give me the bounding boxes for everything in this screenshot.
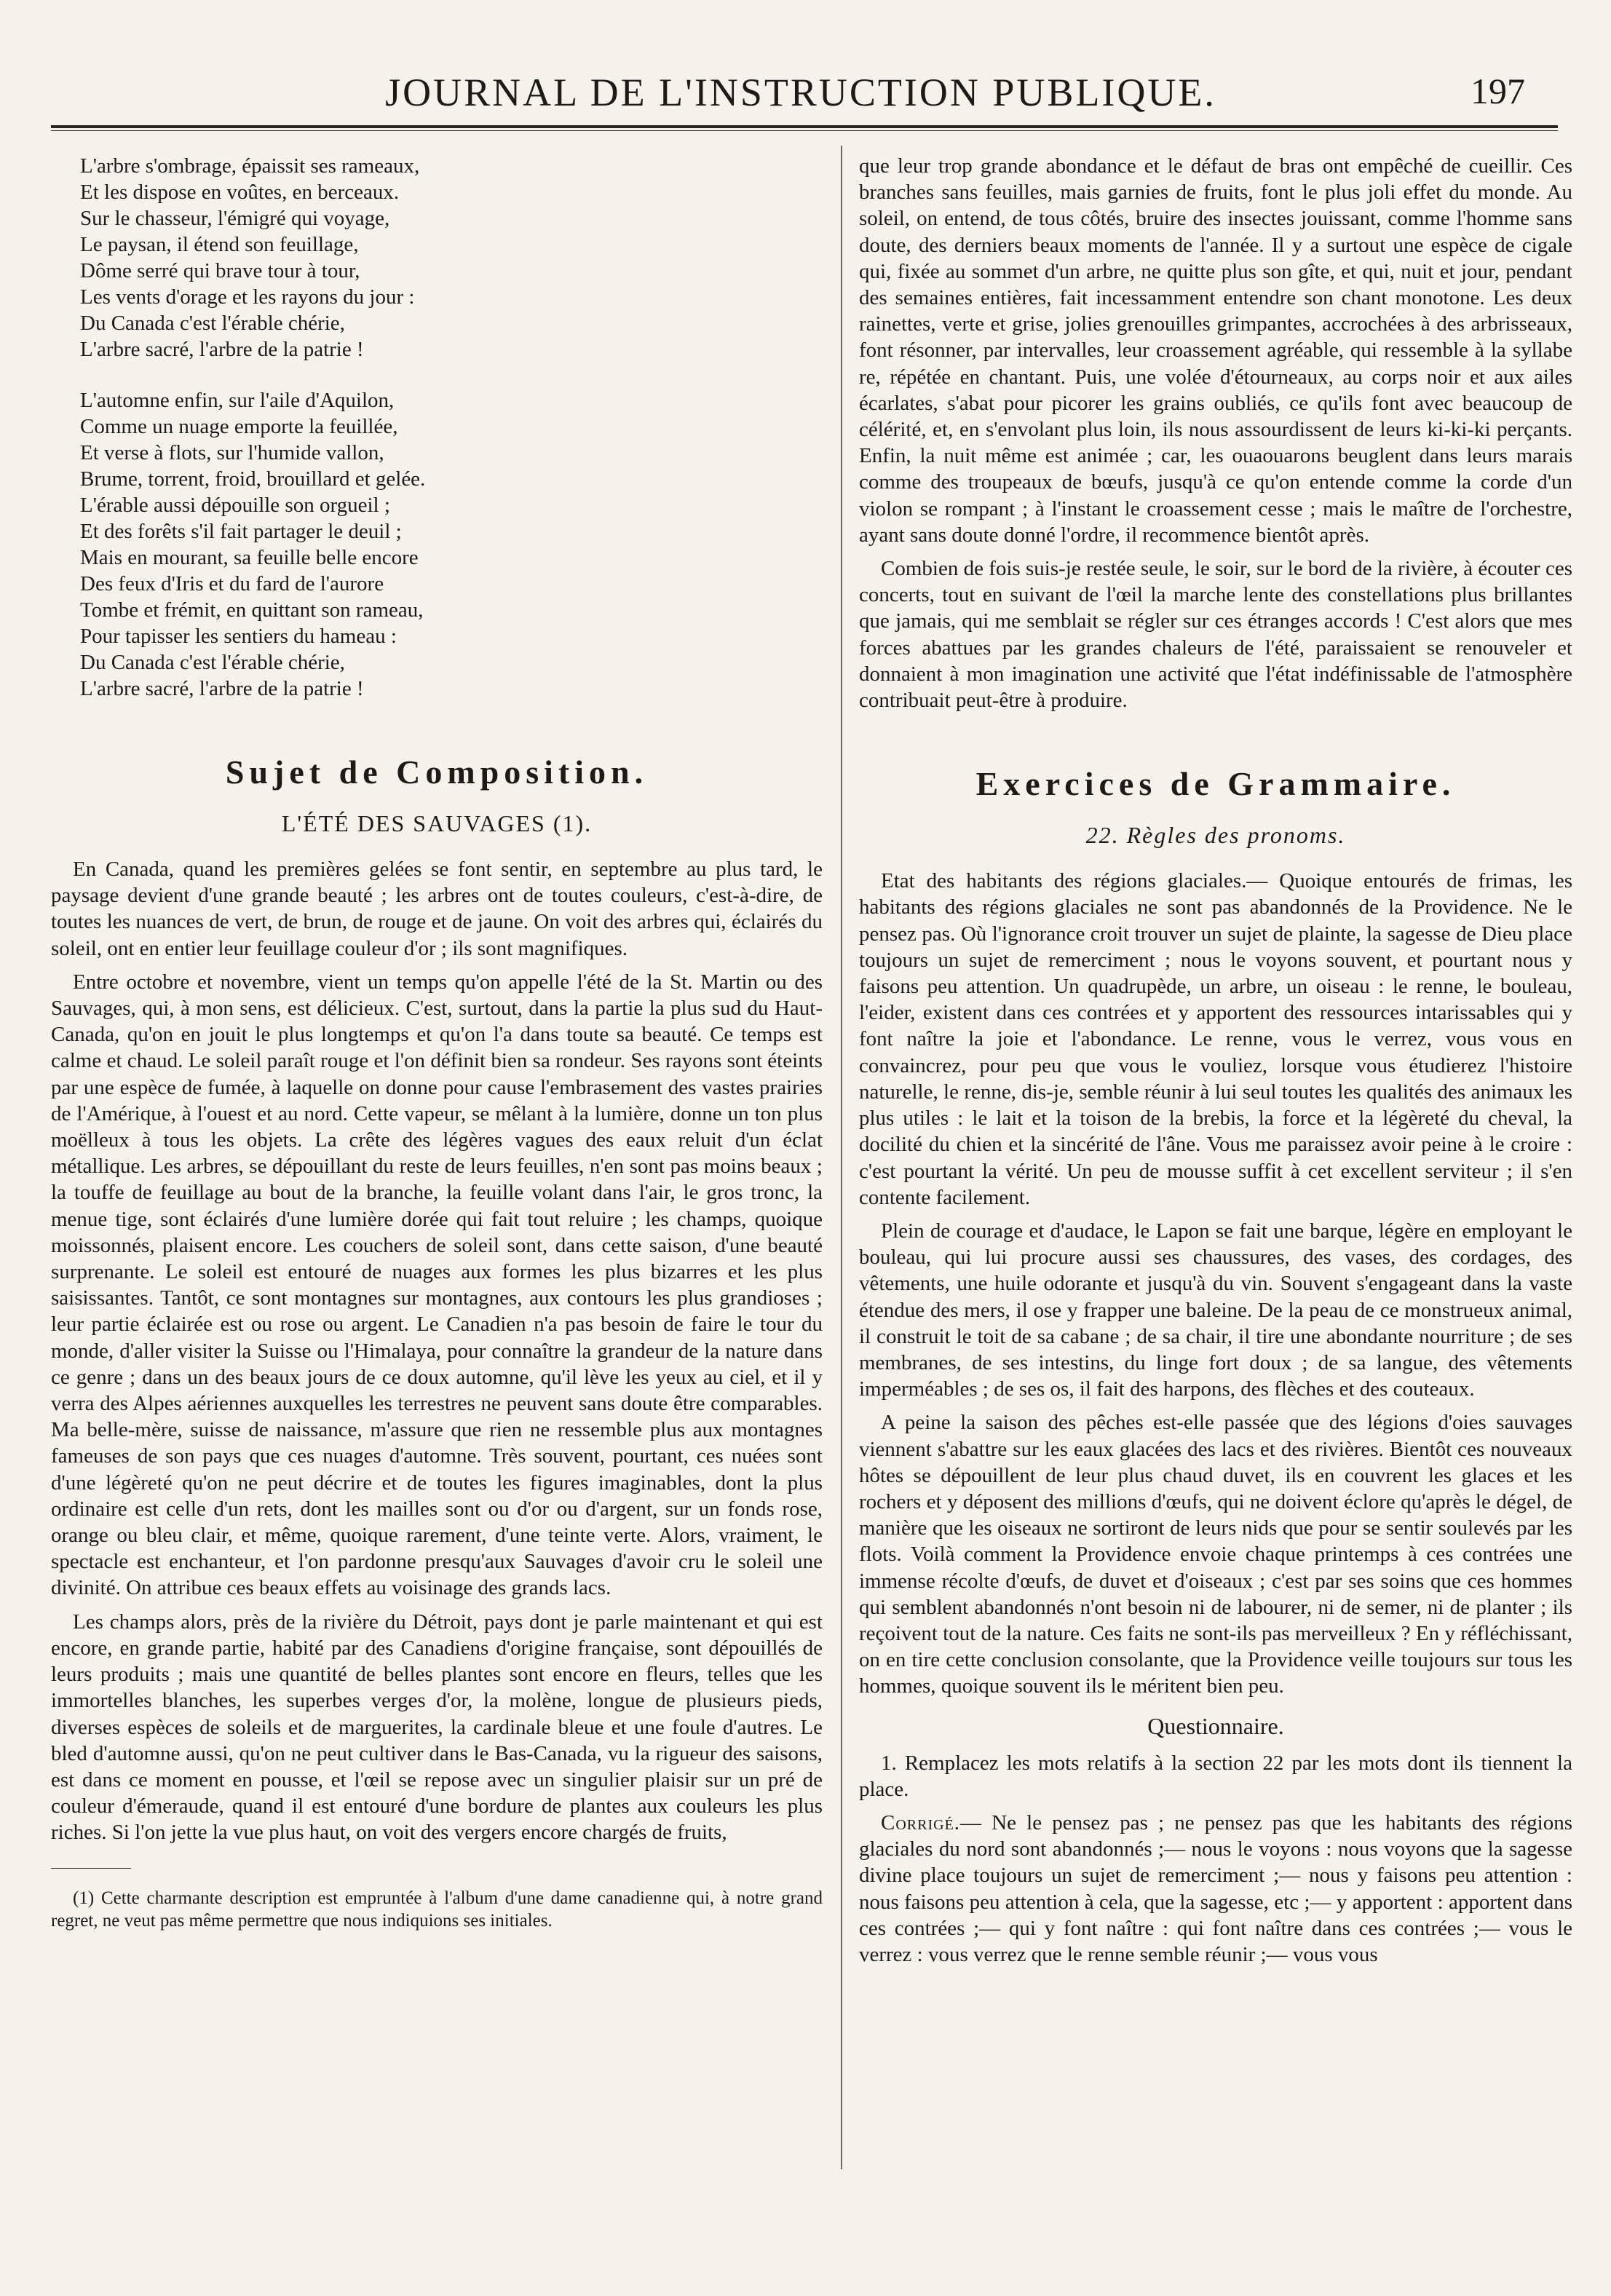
poem-line: Les vents d'orage et les rayons du jour :	[80, 285, 415, 309]
poem-line: Pour tapisser les sentiers du hameau :	[80, 625, 397, 648]
corrige-text: — Ne le pensez pas ; ne pensez pas que les habitants des régions glaciales du nord sont abandonnés ;— nous le voyons : nous voyons que la sagesse divine place toujours un sujet de remerciment ;— nous y faisons peu attention : nous faisons peu attention à cela, que la sagesse, etc ;— y apportent : apportent dans ces contrées ;— qui y font naître : qui font naître dans ces contrées ;— vous le verrez : vous verrez que le renne semble réunir ;— vous vous	[859, 1810, 1572, 1966]
poem-line: L'automne enfin, sur l'aile d'Aquilon,	[80, 389, 395, 412]
paragraph: Plein de courage et d'audace, le Lapon se fait une barque, légère en employant le bouleau, qui lui procure aussi ses chaussures, des vases, des cordages, des vêtements, une huile odorante et jusqu'à du vin. Souvent s'engageant dans la vaste étendue des mers, il ose y frapper une baleine. De la peau de ce monstrueux animal, il construit le toit de sa cabane ; de sa chair, il tire une abondante nourriture ; de ses membranes, de ses intestins, du linge fort doux ; de sa langue, des vêtements imperméables ; de ses os, il fait des harpons, des flèches et des couteaux.	[859, 1219, 1572, 1401]
page-number: 197	[1471, 71, 1525, 111]
footnote: (1) Cette charmante description est empruntée à l'album d'une dame canadienne qui, à notre grand regret, ne veut pas même permettre que nous indiquions ses initiales.	[51, 1888, 823, 1931]
section-heading-composition: Sujet de Composition.	[225, 753, 649, 791]
poem-line: Comme un nuage emporte la feuillée,	[80, 415, 398, 438]
paragraph: En Canada, quand les premières gelées se font sentir, en septembre au plus tard, le paysage devient d'une grande beauté ; les arbres ont de toutes couleurs, c'est-à-dire, de toutes les nuances de vert, de brun, de rouge et de jaune. On voit des arbres qui, éclairés du soleil, ont en entier leur feuillage couleur d'or ; ils sont magnifiques.	[51, 858, 823, 960]
right-column	[859, 153, 1572, 2286]
corrige-paragraph	[859, 1810, 1572, 1968]
poem-stanza	[80, 387, 823, 702]
poem-line: Sur le chasseur, l'émigré qui voyage,	[80, 207, 390, 230]
poem-line: L'arbre sacré, l'arbre de la patrie !	[80, 677, 364, 700]
paragraph: Combien de fois suis-je restée seule, le soir, sur le bord de la rivière, à écouter ces concerts, tout en suivant de l'œil la marche lente des constellations plus brillantes que jamais, qui me semblait se régler sur ces étranges accords ! C'est alors que mes forces abattues par les grandes chaleurs de l'été, paraissaient se renouveler et donnaient à mon imagination une activité que l'état indéfinissable de l'atmosphère contribuait peut-être à produire.	[859, 557, 1572, 713]
poem-line: Du Canada c'est l'érable chérie,	[80, 312, 345, 335]
poem-line: Et des forêts s'il fait partager le deuil ;	[80, 520, 402, 543]
poem-line: Tombe et frémit, en quittant son rameau,	[80, 598, 424, 622]
header-rule	[51, 125, 1558, 131]
poem-line: Dôme serré qui brave tour à tour,	[80, 259, 360, 282]
questionnaire-title: Questionnaire.	[1147, 1712, 1284, 1739]
paragraph: A peine la saison des pêches est-elle passée que des légions d'oies sauvages viennent s'abattre sur les eaux glacées des lacs et des rivières. Bientôt ces nouveaux hôtes se dépouillent de leur plus chaud duvet, ils en couvrent les glaces et les rochers et y déposent des millions d'œufs, qui ne doivent éclore qu'après le dégel, de manière que les oiseaux ne sortiront de leurs nids que pour se sentir soulevés par les flots. Voilà comment la Providence envoie chaque printemps à ces contrées une immense récolte d'œufs, de duvet et d'oiseaux ; c'est par ses soins que ces hommes qui semblent abandonnés n'ont besoin ni de labourer, ni de semer, ni de planter ; ils reçoivent tout de la nature. Ces faits ne sont-ils pas merveilleux ? En y réfléchissant, on en tire cette conclusion consolante, que la Providence veille toujours sur tous les hommes, quoique souvent ils le méritent bien peu.	[859, 1411, 1572, 1698]
section-subheading-ete-des-sauvages: L'ÉTÉ DES SAUVAGES (1).	[281, 810, 593, 836]
paragraph: Les champs alors, près de la rivière du Détroit, pays dont je parle maintenant et qui est encore, en grande partie, habité par des Canadiens d'origine française, sont dépouillés de leurs produits ; mais une quantité de belles plantes sont encore en fleurs, telles que les immortelles blanches, les superbes verges d'or, la molène, longue de plusieurs pieds, diverses espèces de soleils et de marguerites, la cardinale bleue et une foule d'autres. Le bled d'automne aussi, qu'on ne peut cultiver dans le Bas-Canada, vu la rigueur des saisons, est dans ce moment en pousse, et l'œil se repose avec un singulier plaisir sur un pré de couleur d'émeraude, quand il est entouré d'une bordure de plantes aux couleurs les plus riches. Si l'on jette la vue plus haut, on voit des vergers encore chargés de fruits,	[51, 1610, 823, 1845]
poem-line: Des feux d'Iris et du fard de l'aurore	[80, 572, 384, 595]
poem	[80, 153, 823, 702]
question-1: 1. Remplacez les mots relatifs à la section 22 par les mots dont ils tiennent la place.	[859, 1751, 1572, 1801]
footnote-rule	[51, 1868, 131, 1869]
section-heading-grammaire: Exercices de Grammaire.	[975, 765, 1456, 803]
poem-line: Du Canada c'est l'érable chérie,	[80, 651, 345, 674]
poem-line: L'érable aussi dépouille son orgueil ;	[80, 494, 390, 517]
section-subheading-regles-pronoms: 22. Règles des pronoms.	[1085, 822, 1346, 849]
running-title: JOURNAL DE L'INSTRUCTION PUBLIQUE.	[385, 71, 1216, 114]
poem-stanza	[80, 153, 823, 363]
page-header	[0, 0, 1611, 138]
paragraph: Etat des habitants des régions glaciales.— Quoique entourés de frimas, les habitants des régions glaciales ne sont pas abandonnés de la Providence. Ne le pensez pas. Où l'ignorance croit trouver un sujet de plainte, la sagesse de Dieu place toujours un sujet de remerciment ; nous le voyons souvent, et pourtant nous y faisons peu attention. Un quadrupède, un arbre, un oiseau : le renne, le bouleau, l'eider, existent dans ces contrées et y apportent des ressources intarissables qui y font naître la joie et l'abondance. Le renne, vous le verrez, vous vous en convaincrez, pour peu que vous le vouliez, lorsque vous étudierez l'histoire naturelle, le renne, dis-je, semble réunir à lui seul toutes les qualités des animaux les plus utiles : le lait et la toison de la brebis, la force et la légèreté du cheval, la docilité du chien et la sincérité de l'âne. Vous me paraissez avoir peine à le croire : c'est pourtant la vérité. Un peu de mousse suffit à cet excellent serviteur ; il s'en contente facilement.	[859, 869, 1572, 1209]
poem-line: Et verse à flots, sur l'humide vallon,	[80, 441, 384, 464]
column-divider	[841, 146, 842, 2169]
paragraph: Entre octobre et novembre, vient un temps qu'on appelle l'été de la St. Martin ou des Sauvages, qui, à mon sens, est délicieux. C'est, surtout, dans la partie la plus sud du Haut-Canada, qu'on en jouit le plus longtemps et qu'on l'a dans toute sa beauté. Ce temps est calme et chaud. Le soleil paraît rouge et l'on définit bien sa rondeur. Ses rayons sont éteints par une espèce de fumée, à laquelle on donne pour cause l'embrasement des vastes prairies de l'Amérique, à l'ouest et au nord. Cette vapeur, se mêlant à la lumière, donne un ton plus moëlleux à tous les objets. La crête des légères vagues des eaux reluit d'un éclat métallique. Les arbres, se dépouillant du reste de leurs feuilles, n'en sont pas moins beaux ; la touffe de feuillage au bout de la branche, la feuille volant dans l'air, le gros tronc, la menue tige, sont éclairés d'une lumière dorée qui fait tout reluire ; les champs, quoique moissonnés, plaisent encore. Les couchers de soleil sont, dans cette saison, d'une beauté surprenante. Le soleil est entouré de nuages aux formes les plus bizarres et les plus saisissantes. Tantôt, ce sont montagnes sur montagnes, aux contours les plus grandioses ; leur partie éclairée est ou rose ou argent. Le Canadien n'a pas besoin de faire le tour du monde, d'aller visiter la Suisse ou l'Himalaya, pour connaître la grandeur de la nature dans ce genre ; dans un des beaux jours de ce doux automne, qu'il lève les yeux au ciel, et il y verra des Alpes aériennes auxquelles les terrestres ne peuvent sans doute être comparables. Ma belle-mère, suisse de naissance, m'assure que rien ne ressemble plus aux montagnes fameuses de son pays que ces nuages d'automne. Très souvent, pourtant, ces nuées sont d'une légèreté qu'on ne peut décrire et de toutes les figures imaginables, dont la plus ordinaire est celle d'un rets, dont les mailles sont ou d'or ou d'argent, sur un fonds rose, orange ou bleu clair, et même, quoique rarement, d'une teinte verte. Alors, vraiment, le spectacle est enchanteur, et l'on pardonne presqu'aux Sauvages d'avoir cru le soleil une divinité. On attribue ces beaux effets au voisinage des grands lacs.	[51, 970, 823, 1600]
poem-line: L'arbre sacré, l'arbre de la patrie !	[80, 338, 364, 361]
left-column	[51, 153, 823, 2286]
poem-line: Le paysan, il étend son feuillage,	[80, 233, 359, 256]
poem-line: Mais en mourant, sa feuille belle encore	[80, 546, 419, 569]
corrige-label: Corrigé.	[881, 1810, 961, 1834]
poem-line: L'arbre s'ombrage, épaissit ses rameaux,	[80, 154, 420, 178]
paragraph: que leur trop grande abondance et le défaut de bras ont empêché de cueillir. Ces branches sans feuilles, mais garnies de fruits, font le plus joli effet du monde. Au soleil, on entend, de tous côtés, bruire des insectes jouissant, comme l'homme sans doute, des derniers beaux moments de l'année. Il y a surtout une espèce de cigale qui, fixée au sommet d'un arbre, ne quitte plus son gîte, et qui, nuit et jour, pendant des semaines entières, fait incessamment entendre son chant monotone. Les deux rainettes, verte et grise, jolies grenouilles grimpantes, accrochées à des arbrisseaux, font résonner, par intervalles, leur croassement agréable, qui ressemble à la syllabe re, répétée en chantant. Puis, une volée d'étourneaux, au corps noir et aux ailes écarlates, s'abat pour picorer les grains oubliés, ce qu'ils font avec beaucoup de célérité, et, en s'envolant plus loin, ils nous assourdissent de leurs ki-ki-ki perçants. Enfin, la nuit même est animée ; car, les ouaouarons beuglent dans leurs marais comme des troupeaux de bœufs, jusqu'à ce qu'on entende comme la corde d'un violon se rompant ; à l'instant le croassement cesse ; mais le maître de l'orchestre, ayant sans doute donné l'ordre, il recommence bientôt après.	[859, 154, 1572, 547]
poem-line: Et les dispose en voûtes, en berceaux.	[80, 181, 400, 204]
poem-line: Brume, torrent, froid, brouillard et gelée.	[80, 467, 426, 491]
